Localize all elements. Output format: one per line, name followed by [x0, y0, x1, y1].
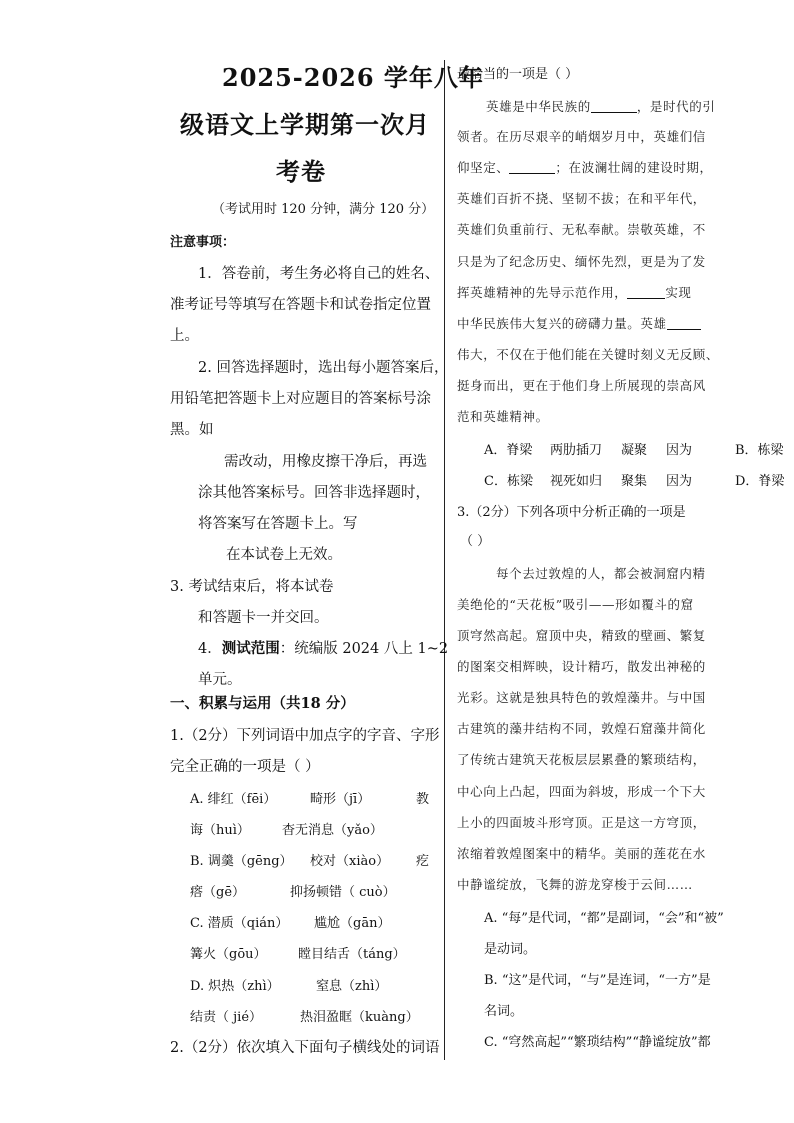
q3-option-c[interactable]: C. “穹然高起”“繁琐结构”“静谧绽放”都 [484, 1035, 711, 1050]
title-line-2: 级语文上学期第一次月 [180, 110, 430, 139]
section-heading: 一、积累与运用（共18 分） [170, 695, 355, 712]
q1-option-text: 窒息（zhì） [316, 979, 388, 994]
notice-line: 3. 考试结束后，将本试卷 [170, 579, 334, 595]
passage-line: 上小的四面坡斗形穹顶。正是这一方穹顶， [457, 815, 706, 830]
q3-option-text: 是动词。 [484, 942, 537, 957]
passage-line: 中静谧绽放，飞舞的游龙穿梭于云间…… [457, 877, 693, 892]
passage-line: 光彩。这就是独具特色的敦煌藻井。与中国 [457, 690, 706, 705]
q1-option-text: 热泪盈眶（kuàng） [300, 1010, 419, 1025]
q1-option-text: 篝火（gōu） [190, 947, 267, 962]
q1-option-text: 教 [416, 792, 430, 807]
notice-line: 在本试卷上无效。 [226, 547, 342, 563]
answer-blank [667, 315, 701, 330]
passage-line: 中华民族伟大复兴的磅礴力量。英雄 [457, 314, 701, 332]
notice-line: 准考证号等填写在答题卡和试卷指定位置 [170, 297, 431, 313]
q1-option-text[interactable]: D. 炽热（zhì） [190, 979, 280, 994]
q1-stem-1: 1.（2分）下列词语中加点字的字音、字形 [170, 728, 440, 744]
exam-info: （考试用时 120 分钟，满分 120 分） [212, 202, 435, 217]
test-range [198, 637, 448, 658]
q1-option-text: 疙 [416, 854, 430, 869]
passage-line: 挥英雄精神的先导示范作用， 实现 [457, 285, 692, 300]
q2-option-text: 聚集 [621, 474, 648, 489]
passage-line: 英雄是中华民族的 ，是时代的引 [486, 99, 716, 114]
q1-option-text[interactable]: C. 潜质（qián） [190, 916, 289, 931]
q1-option-text: 瞠目结舌（táng） [298, 947, 406, 962]
notice-line: 1．答卷前，考生务必将自己的姓名、 [198, 266, 440, 282]
notice-line: 和答题卡一并交回。 [198, 610, 329, 626]
notice-line: 需改动，用橡皮擦干净后，再选 [224, 454, 427, 470]
q1-option-text: 校对（xiào） [310, 854, 390, 869]
title-line-1: 2025-2026 学年八年 [222, 63, 484, 92]
passage-line: 挺身而出，更在于他们身上所展现的崇高风 [457, 378, 706, 393]
q1-option-text: 瘩（gē） [190, 885, 246, 900]
notice-heading: 注意事项： [170, 235, 236, 250]
q1-option-text: 结责（ jié） [190, 1010, 263, 1025]
passage-line: 英雄们百折不挠、坚韧不拔；在和平年代， [457, 191, 706, 206]
passage-line: 伟大，不仅在于他们能在关键时刻义无反顾、 [457, 347, 720, 362]
q2-option-text: 因为 [666, 443, 693, 458]
passage-line: 仰坚定、 ；在波澜壮阔的建设时期， [457, 160, 713, 175]
q1-option-text: 畸形（jī） [310, 792, 371, 807]
q3-option-b[interactable]: B. “这”是代词，“与”是连词，“一方”是 [484, 973, 711, 988]
notice-line: 用铅笔把答题卡上对应题目的答案标号涂 [170, 391, 431, 407]
q2-option-d[interactable]: D．脊梁 [735, 474, 785, 489]
answer-blank [509, 159, 555, 174]
q2-option-text: 因为 [666, 474, 693, 489]
range-text: ：统编版 2024 八上 1~2 [279, 641, 449, 657]
column-divider [444, 60, 445, 1060]
q2-option-a[interactable]: A．脊梁 [484, 443, 533, 458]
q2-option-b[interactable]: B．栋梁 [735, 443, 784, 458]
notice-line: 涂其他答案标号。回答非选择题时， [198, 485, 430, 501]
passage-line: 范和英雄精神。 [457, 409, 549, 424]
notice-line: 2. 回答选择题时，选出每小题答案后， [198, 360, 449, 376]
q1-option-text: 抑扬顿错（ cuò） [290, 885, 396, 900]
passage-line: 只是为了纪念历史、缅怀先烈，更是为了发 [457, 254, 706, 269]
range-text-2: 单元。 [198, 672, 242, 688]
q2-option-c[interactable]: C．栋梁 [484, 474, 533, 489]
passage-line: 的图案交相辉映，设计精巧，散发出神秘的 [457, 659, 706, 674]
range-label: 测试范围 [221, 640, 280, 657]
q3-stem-1: 3.（2分）下列各项中分析正确的一项是 [457, 505, 686, 520]
q3-option-a[interactable]: A. “每”是代词，“都”是副词，“会”和“被” [484, 911, 724, 926]
q2-option-text: 凝聚 [621, 443, 648, 458]
q1-stem-2: 完全正确的一项是（ ） [170, 759, 320, 775]
passage-line: 顶穹然高起。窟顶中央，精致的壁画、繁复 [457, 628, 706, 643]
title-line-3: 考卷 [276, 157, 326, 186]
answer-blank [591, 98, 637, 113]
q2-option-text: 视死如归 [550, 474, 603, 489]
range-prefix: 4． [198, 641, 222, 657]
q1-option-text: 诲（huì） [190, 823, 250, 838]
q3-option-text: 名词。 [484, 1004, 524, 1019]
q2-stem-2: 最恰当的一项是（ ） [457, 67, 579, 82]
notice-line: 上。 [170, 328, 199, 344]
passage-line: 美绝伦的“天花板”吸引——形如覆斗的窟 [457, 597, 694, 612]
passage-line: 浓缩着敦煌图案中的精华。美丽的莲花在水 [457, 846, 706, 861]
q1-option-text[interactable]: A. 绯红（fēi） [190, 792, 277, 807]
q1-option-text: 尴尬（gān） [314, 916, 391, 931]
q2-option-text: 两肋插刀 [550, 443, 603, 458]
notice-line: 将答案写在答题卡上。写 [198, 516, 358, 532]
q1-option-text: 杳无消息（yǎo） [282, 823, 383, 838]
q1-option-text[interactable]: B. 调羹（gēng） [190, 854, 293, 869]
answer-blank [627, 284, 665, 299]
passage-line: 古建筑的藻井结构不同，敦煌石窟藻井简化 [457, 721, 706, 736]
q2-stem-1: 2.（2分）依次填入下面句子横线处的词语 [170, 1040, 440, 1056]
passage-line: 英雄们负重前行、无私奉献。崇敬英雄，不 [457, 222, 706, 237]
passage-line: 领者。在历尽艰辛的峭烟岁月中，英雄们信 [457, 129, 706, 144]
passage-line: 中心向上凸起，四面为斜坡，形成一个下大 [457, 784, 706, 799]
passage-line: 了传统古建筑天花板层层累叠的繁琐结构， [457, 752, 706, 767]
q3-stem-2: （ ） [460, 534, 491, 549]
passage-line: 每个去过敦煌的人，都会被洞窟内精 [496, 566, 706, 581]
notice-line: 黑。如 [170, 422, 214, 438]
